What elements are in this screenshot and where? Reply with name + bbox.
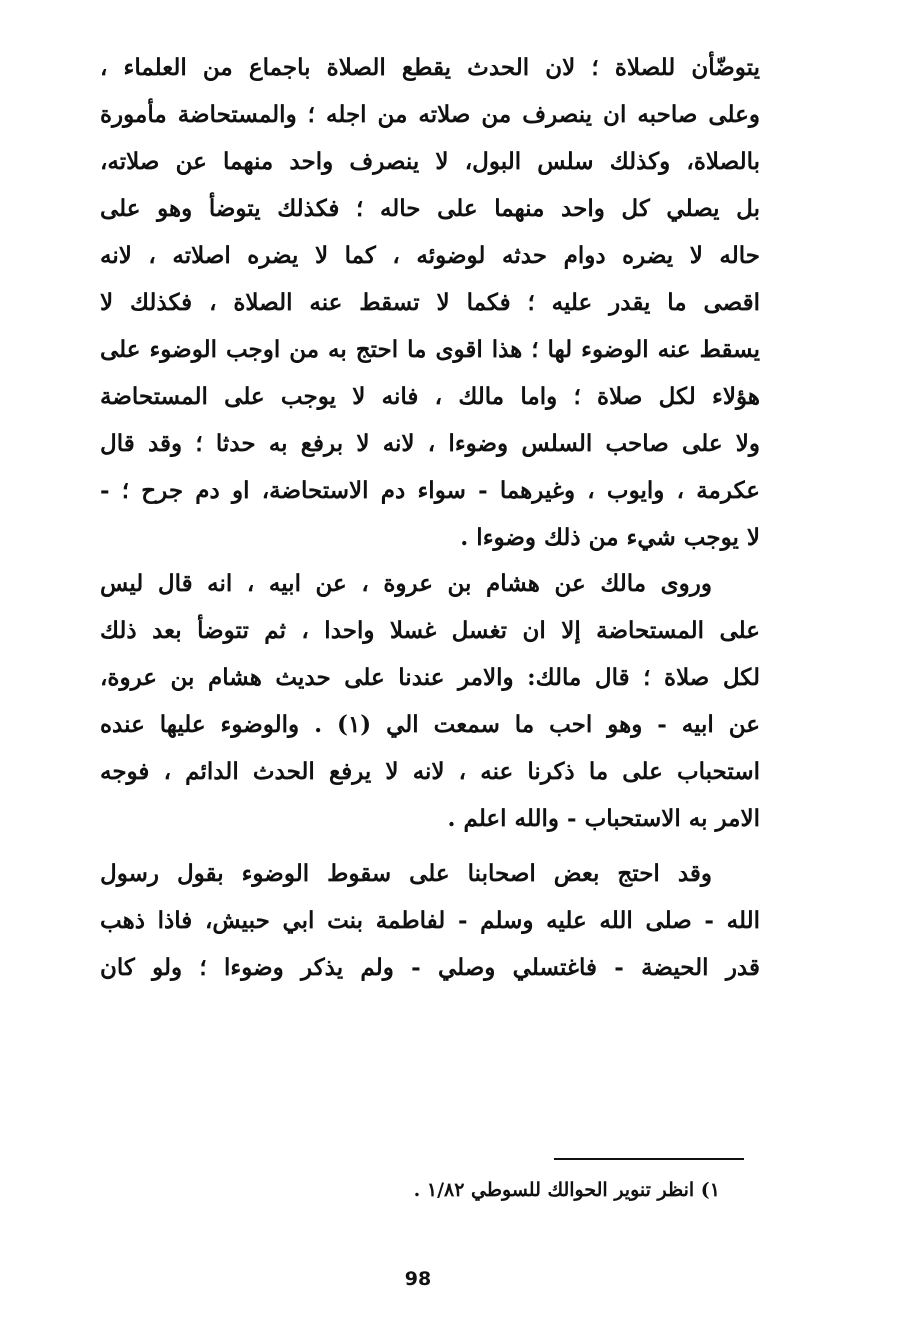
- text-line: يتوضّأن للصلاة ؛ لان الحدث يقطع الصلاة باجماع من العلماء ،: [100, 54, 760, 81]
- paragraph-1: [100, 44, 760, 561]
- paragraph-2: [100, 560, 760, 842]
- text-line: على المستحاضة إلا ان تغسل غسلا واحدا ، ثم تتوضأ بعد ذلك: [100, 617, 760, 644]
- text-line: وقد احتج بعض اصحابنا على سقوط الوضوء بقول رسول: [100, 860, 712, 887]
- text-line: عن ابيه - وهو احب ما سمعت الي (١) . والوضوء عليها عنده: [100, 711, 760, 738]
- text-line: بالصلاة، وكذلك سلس البول، لا ينصرف واحد منهما عن صلاته،: [100, 148, 760, 175]
- page-number: 98: [404, 1268, 432, 1290]
- paragraph-3: [100, 850, 760, 991]
- text-line: ولا على صاحب السلس وضوءا ، لانه لا برفع به حدثا ؛ وقد قال: [100, 430, 760, 457]
- text-line: اقصى ما يقدر عليه ؛ فكما لا تسقط عنه الصلاة ، فكذلك لا: [100, 289, 760, 316]
- text-line: لا يوجب شيء من ذلك وضوءا .: [460, 524, 760, 551]
- footnote: ١) انظر تنوير الحوالك للسوطي ١/٨٢ .: [413, 1179, 720, 1201]
- text-line: الله - صلى الله عليه وسلم - لفاطمة بنت ابي حبيش، فاذا ذهب: [100, 907, 760, 934]
- text-line: قدر الحيضة - فاغتسلي وصلي - ولم يذكر وضوءا ؛ ولو كان: [100, 954, 760, 981]
- text-line: استحباب على ما ذكرنا عنه ، لانه لا يرفع الحدث الدائم ، فوجه: [100, 758, 760, 785]
- text-line: لكل صلاة ؛ قال مالك: والامر عندنا على حديث هشام بن عروة،: [100, 664, 760, 691]
- footnote-divider: [554, 1158, 744, 1160]
- text-line: حاله لا يضره دوام حدثه لوضوئه ، كما لا يضره اصلاته ، لانه: [100, 242, 760, 269]
- text-line: هؤلاء لكل صلاة ؛ واما مالك ، فانه لا يوجب على المستحاضة: [100, 383, 760, 410]
- text-line: عكرمة ، وايوب ، وغيرهما - سواء دم الاستحاضة، او دم جرح ؛ -: [100, 477, 760, 504]
- text-line: بل يصلي كل واحد منهما على حاله ؛ فكذلك يتوضأ وهو على: [100, 195, 760, 222]
- text-line: وعلى صاحبه ان ينصرف من صلاته من اجله ؛ والمستحاضة مأمورة: [100, 101, 760, 128]
- text-line: وروى مالك عن هشام بن عروة ، عن ابيه ، انه قال ليس: [100, 570, 712, 597]
- text-line: يسقط عنه الوضوء لها ؛ هذا اقوى ما احتج به من اوجب الوضوء على: [100, 336, 760, 363]
- text-line: الامر به الاستحباب - والله اعلم .: [447, 805, 760, 832]
